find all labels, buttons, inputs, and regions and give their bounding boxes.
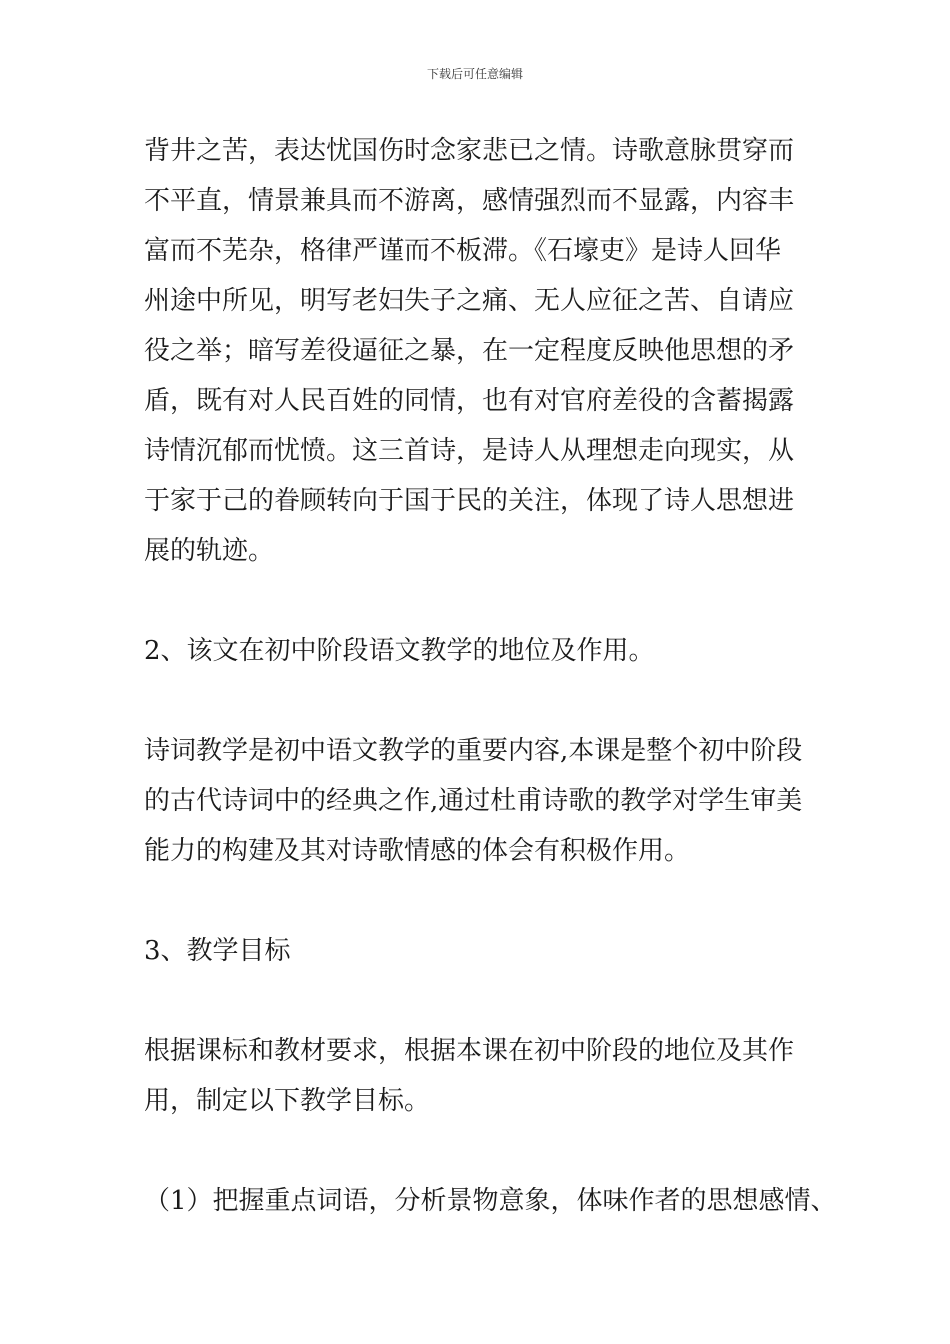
paragraph-spacer — [144, 576, 844, 626]
list-item — [144, 1176, 844, 1226]
document-body — [144, 126, 844, 1226]
text-line: 盾，既有对人民百姓的同情，也有对官府差役的含蓄揭露 — [144, 386, 795, 416]
text-line: 于家于己的眷顾转向于国于民的关注，体现了诗人思想进 — [144, 486, 795, 516]
paragraph-spacer — [144, 676, 844, 726]
paragraph-spacer — [144, 876, 844, 926]
text-line: 展的轨迹。 — [144, 536, 275, 566]
text-line: 能力的构建及其对诗歌情感的体会有积极作用。 — [144, 836, 691, 866]
text-line: 的古代诗词中的经典之作,通过杜甫诗歌的教学对学生审美 — [144, 786, 803, 816]
text-line: 诗词教学是初中语文教学的重要内容,本课是整个初中阶段 — [144, 736, 803, 766]
paragraph-spacer — [144, 976, 844, 1026]
page-header: 下载后可任意编辑 — [426, 67, 523, 81]
text-line: 诗情沉郁而忧愤。这三首诗，是诗人从理想走向现实，从 — [144, 436, 795, 466]
text-line: 富而不芜杂，格律严谨而不板滞。《石壕吏》是诗人回华 — [144, 236, 782, 266]
text-line: 背井之苦，表达忧国伤时念家悲已之情。诗歌意脉贯穿而 — [144, 136, 795, 166]
section-heading — [144, 626, 844, 676]
paragraph — [144, 126, 844, 576]
paragraph-spacer — [144, 1126, 844, 1176]
section-heading — [144, 926, 844, 976]
text-line: 用，制定以下教学目标。 — [144, 1086, 431, 1116]
text-line: 根据课标和教材要求，根据本课在初中阶段的地位及其作 — [144, 1036, 795, 1066]
paragraph — [144, 726, 844, 876]
paragraph — [144, 1026, 844, 1126]
text-line: 3、教学目标 — [144, 936, 291, 966]
text-line: 州途中所见，明写老妇失子之痛、无人应征之苦、自请应 — [144, 286, 795, 316]
text-line: （1）把握重点词语，分析景物意象，体味作者的思想感情、 — [144, 1186, 837, 1216]
text-line: 不平直，情景兼具而不游离，感情强烈而不显露，内容丰 — [144, 186, 795, 216]
text-line: 役之举；暗写差役逼征之暴，在一定程度反映他思想的矛 — [144, 336, 795, 366]
text-line: 2、该文在初中阶段语文教学的地位及作用。 — [144, 636, 655, 666]
